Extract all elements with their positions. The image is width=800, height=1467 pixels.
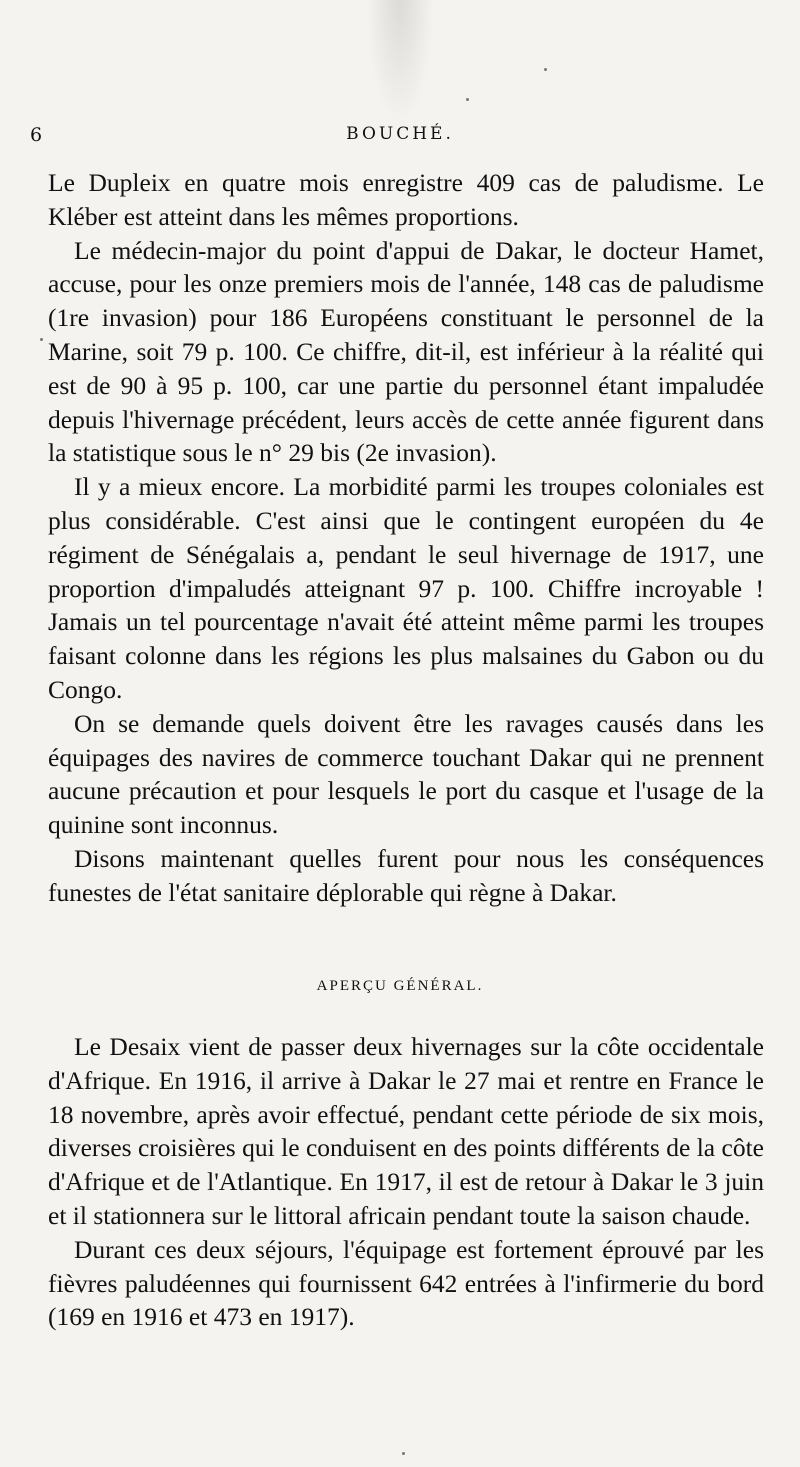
paragraph: Durant ces deux séjours, l'équipage est fortement éprouvé par les fièvres paludéennes qui fournissent 642 entrées à l'infirmerie du bord (169 en 1916 et 473 en 1917). — [48, 1234, 764, 1332]
body-text-bottom — [48, 1030, 764, 1334]
paragraph: On se demande quels doivent être les ravages causés dans les équipages des navires de commerce touchant Dakar qui ne prennent aucune précaution et pour lesquels le port du casque et l'usage de la quinine sont inconnus. — [48, 708, 764, 840]
paragraph: Le Dupleix en quatre mois enregistre 409 cas de paludisme. Le Kléber est atteint dans les mêmes proportions. — [48, 168, 764, 231]
paragraph: Le médecin-major du point d'appui de Dakar, le docteur Hamet, accuse, pour les onze premiers mois de l'année, 148 cas de paludisme (1re invasion) pour 186 Européens constituant le personnel de la Marine, soit 79 p. 100. Ce chiffre, dit-il, est inférieur à la réalité qui est de 90 à 95 p. 100, car une partie du personnel étant impaludée depuis l'hivernage précédent, leurs accès de cette année figurent dans la statistique sous le n° 29 bis (2e invasion). — [48, 235, 764, 468]
scan-speck — [544, 68, 547, 71]
page-number: 6 — [30, 124, 44, 146]
section-heading: APERÇU GÉNÉRAL. — [316, 978, 484, 994]
paragraph: Il y a mieux encore. La morbidité parmi les troupes coloniales est plus considérable. C'est ainsi que le contingent européen du 4e régiment de Sénégalais a, pendant le seul hivernage de 1917, une proportion d'impaludés atteignant 97 p. 100. Chiffre incroyable ! Jamais un tel pourcentage n'avait été atteint même parmi les troupes faisant colonne dans les régions les plus malsaines du Gabon ou du Congo. — [48, 472, 764, 704]
page-header — [30, 124, 770, 154]
paragraph: Le Desaix vient de passer deux hivernages sur la côte occidentale d'Afrique. En 1916, il arrive à Dakar le 27 mai et rentre en France le 18 novembre, après avoir effectué, pendant cette période de six mois, diverses croisières qui le conduisent en des points différents de la côte d'Afrique et de l'Atlantique. En 1917, il est de retour à Dakar le 3 juin et il stationnera sur le littoral africain pendant toute la saison chaude. — [48, 1032, 764, 1230]
scan-speck — [466, 98, 469, 101]
paragraph: Disons maintenant quelles furent pour nous les conséquences funestes de l'état sanitaire déplorable qui règne à Dakar. — [48, 843, 764, 907]
scan-speck — [40, 338, 43, 341]
scan-speck — [402, 1452, 405, 1455]
running-head: BOUCHÉ. — [346, 124, 454, 144]
body-text-top — [48, 166, 764, 910]
